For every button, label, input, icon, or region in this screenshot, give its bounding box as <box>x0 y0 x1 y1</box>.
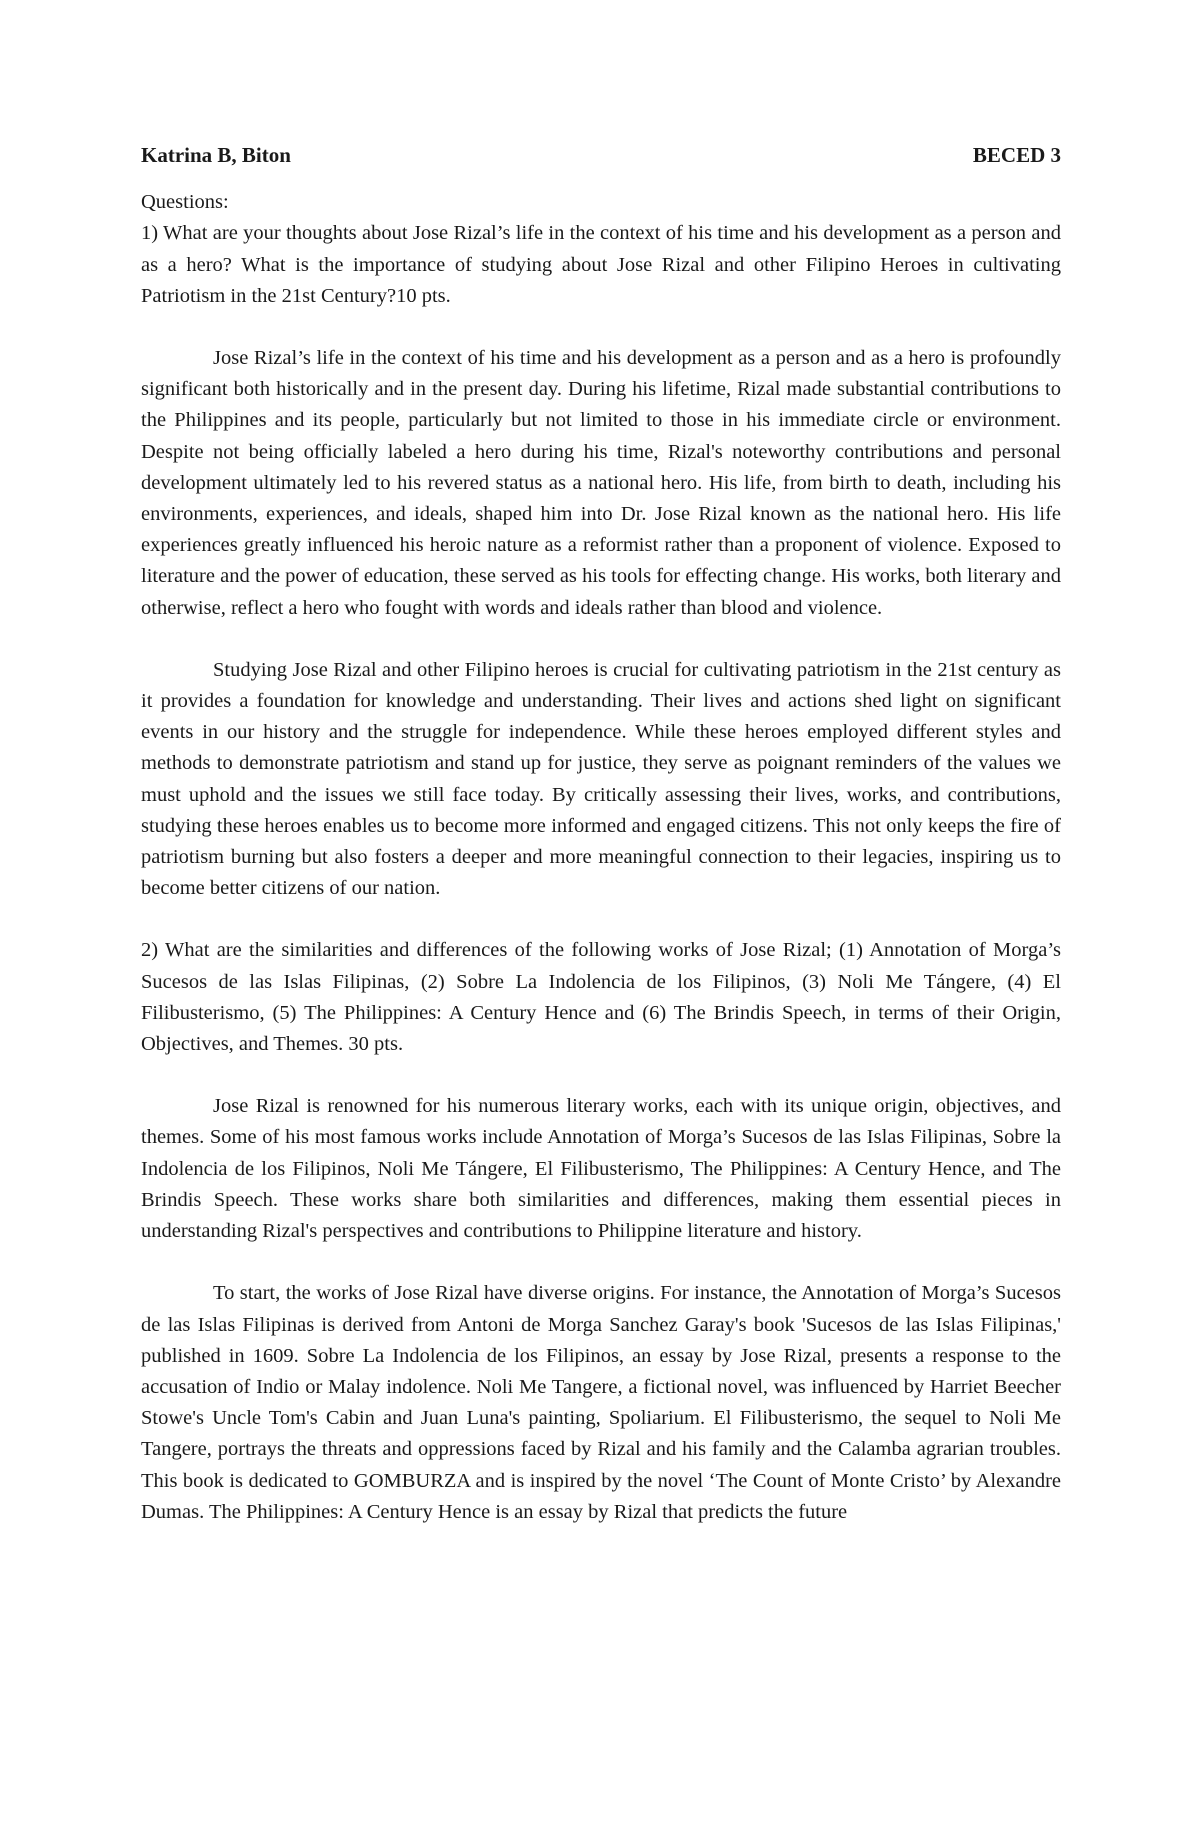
questions-label: Questions: <box>141 191 229 214</box>
document-page <box>141 140 1061 1559</box>
section-label: BECED 3 <box>972 143 1061 167</box>
question-2: 2) What are the similarities and differences of the following works of Jose Rizal; (1) Annotation of Morga’s Sucesos de las Islas Filipinas, (2) Sobre La Indolencia de los Filipinos, (3) Noli Me Tángere, (4) El Filibusterismo, (5) The Philippines: A Century Hence and (6) The Brindis Speech, in terms of their Origin, Objectives, and Themes. 30 pts. <box>141 939 1061 1056</box>
answer-1-paragraph-1: Jose Rizal’s life in the context of his time and his development as a person and as a hero is profoundly significant both historically and in the present day. During his lifetime, Rizal made substantial contributions to the Philippines and its people, particularly but not limited to those in his immediate circle or environment. Despite not being officially labeled a hero during his time, Rizal's noteworthy contributions and personal development ultimately led to his revered status as a national hero. His life, from birth to death, including his environments, experiences, and ideals, shaped him into Dr. Jose Rizal known as the national hero. His life experiences greatly influenced his heroic nature as a reformist rather than a proponent of violence. Exposed to literature and the power of education, these served as his tools for effecting change. His works, both literary and otherwise, reflect a hero who fought with words and ideals rather than blood and violence. <box>141 347 1061 619</box>
answer-2-paragraph-2: To start, the works of Jose Rizal have diverse origins. For instance, the Annotation of Morga’s Sucesos de las Islas Filipinas is derived from Antoni de Morga Sanchez Garay's book 'Sucesos de las Islas Filipinas,' published in 1609. Sobre La Indolencia de los Filipinos, an essay by Jose Rizal, presents a response to the accusation of Indio or Malay indolence. Noli Me Tangere, a fictional novel, was influenced by Harriet Beecher Stowe's Uncle Tom's Cabin and Juan Luna's painting, Spoliarium. El Filibusterismo, the sequel to Noli Me Tangere, portrays the threats and oppressions faced by Rizal and his family and the Calamba agrarian troubles. This book is dedicated to GOMBURZA and is inspired by the novel ‘The Count of Monte Cristo’ by Alexandre Dumas. The Philippines: A Century Hence is an essay by Rizal that predicts the future <box>141 1282 1061 1523</box>
answer-2-paragraph-1: Jose Rizal is renowned for his numerous literary works, each with its unique origin, objectives, and themes. Some of his most famous works include Annotation of Morga’s Sucesos de las Islas Filipinas, Sobre la Indolencia de los Filipinos, Noli Me Tángere, El Filibusterismo, The Philippines: A Century Hence, and The Brindis Speech. These works share both similarities and differences, making them essential pieces in understanding Rizal's perspectives and contributions to Philippine literature and history. <box>141 1095 1061 1243</box>
student-name: Katrina B, Biton <box>141 143 291 167</box>
question-1: 1) What are your thoughts about Jose Rizal’s life in the context of his time and his development as a person and as a hero? What is the importance of studying about Jose Rizal and other Filipino Heroes in cultivating Patriotism in the 21st Century?10 pts. <box>141 222 1061 307</box>
document-header <box>141 140 1061 171</box>
answer-1-paragraph-2: Studying Jose Rizal and other Filipino heroes is crucial for cultivating patriotism in the 21st century as it provides a foundation for knowledge and understanding. Their lives and actions shed light on significant events in our history and the struggle for independence. While these heroes employed different styles and methods to demonstrate patriotism and stand up for justice, they serve as poignant reminders of the values we must uphold and the issues we still face today. By critically assessing their lives, works, and contributions, studying these heroes enables us to become more informed and engaged citizens. This not only keeps the fire of patriotism burning but also fosters a deeper and more meaningful connection to their legacies, inspiring us to become better citizens of our nation. <box>141 658 1061 900</box>
